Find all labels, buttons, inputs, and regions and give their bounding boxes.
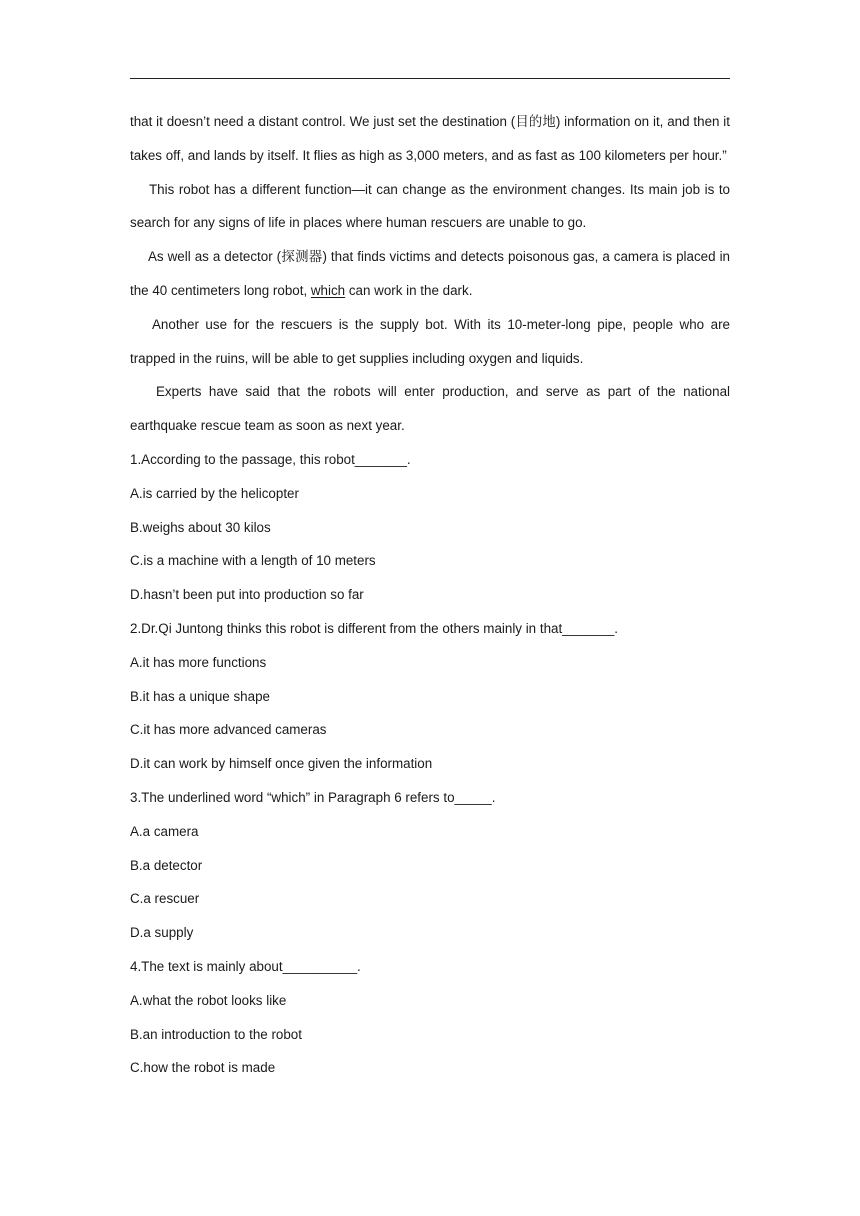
passage-paragraph-5: Experts have said that the robots will enter production, and serve as part of the national earthquake rescue team as soon as next year.	[130, 384, 730, 434]
question-4-stem: 4.The text is mainly about__________.	[130, 958, 361, 974]
question-2-stem: 2.Dr.Qi Juntong thinks this robot is different from the others mainly in that_______.	[130, 620, 619, 636]
paragraph-3-text-start: As well as a detector (探测器) that finds victims and detects poisonous gas, a camera is placed in the 40 centimeters long robot,	[130, 249, 730, 298]
question-1-option-a: A.is carried by the helicopter	[130, 485, 299, 501]
header-rule	[130, 78, 730, 79]
passage-paragraph-3	[130, 240, 730, 308]
question-1-option-c: C.is a machine with a length of 10 meters	[130, 553, 376, 569]
question-3-option-a: A.a camera	[130, 823, 199, 839]
paragraph-3-text-end: can work in the dark.	[345, 282, 473, 298]
question-3-option-d: D.a supply	[130, 925, 194, 941]
question-2-option-d: D.it can work by himself once given the information	[130, 756, 433, 772]
question-4-option-c: C.how the robot is made	[130, 1060, 276, 1076]
document-body	[130, 105, 730, 1085]
question-2-option-c: C.it has more advanced cameras	[130, 722, 327, 738]
question-3-option-b: B.a detector	[130, 857, 203, 873]
question-4-option-a: A.what the robot looks like	[130, 992, 287, 1008]
question-1-option-b: B.weighs about 30 kilos	[130, 519, 271, 535]
passage-paragraph-2: This robot has a different function—it can change as the environment changes. Its main job is to search for any signs of life in places where human rescuers are unable to go.	[130, 181, 730, 231]
question-3-stem: 3.The underlined word “which” in Paragraph 6 refers to_____.	[130, 789, 496, 805]
question-1-stem: 1.According to the passage, this robot_______.	[130, 451, 411, 467]
passage-paragraph-1: that it doesn’t need a distant control. We just set the destination (目的地) information on it, and then it takes off, and lands by itself. It flies as high as 3,000 meters, and as fast as 100 kilometers per hour.”	[130, 114, 730, 163]
question-3-option-c: C.a rescuer	[130, 891, 200, 907]
question-2-option-a: A.it has more functions	[130, 654, 267, 670]
underlined-word-which: which	[310, 282, 346, 298]
question-2-option-b: B.it has a unique shape	[130, 688, 270, 704]
question-4-option-b: B.an introduction to the robot	[130, 1026, 302, 1042]
passage-paragraph-4: Another use for the rescuers is the supply bot. With its 10-meter-long pipe, people who are trapped in the ruins, will be able to get supplies including oxygen and liquids.	[130, 316, 730, 366]
question-1-option-d: D.hasn’t been put into production so far	[130, 587, 364, 603]
